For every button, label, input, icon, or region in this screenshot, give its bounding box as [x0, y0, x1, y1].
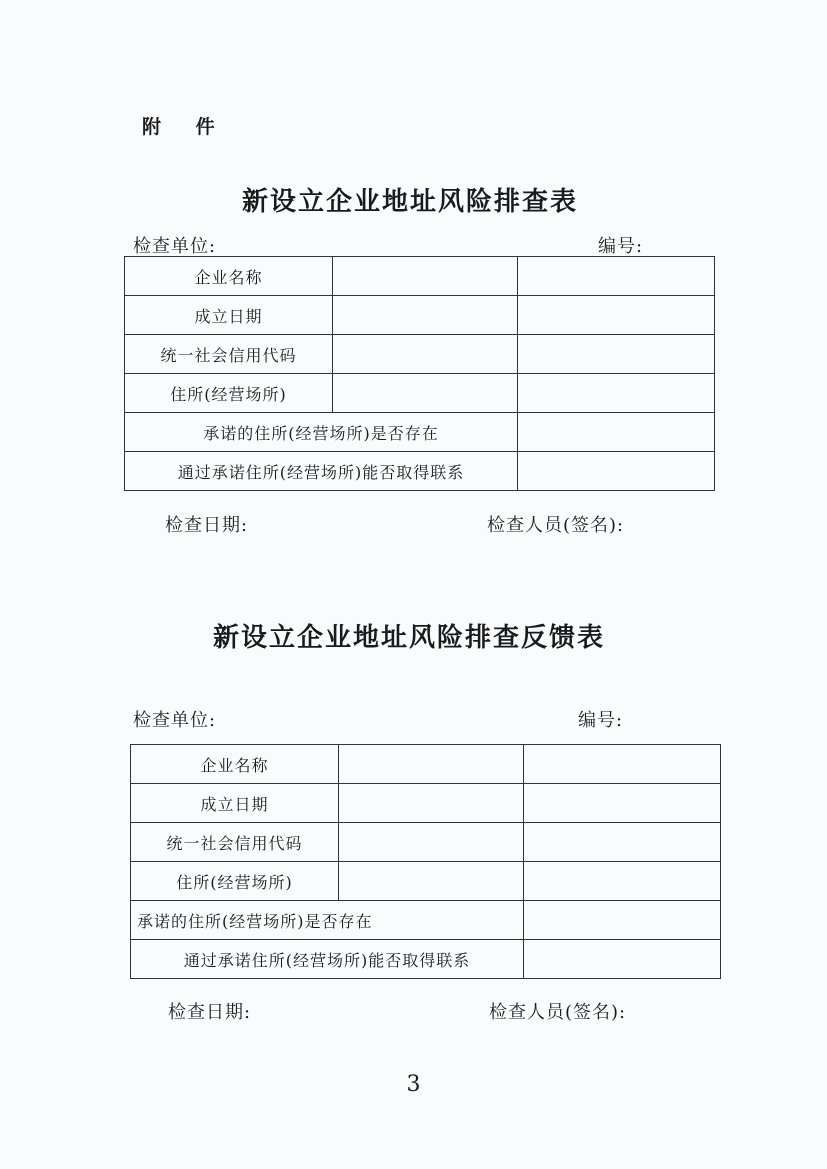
form1-credit-code-label: 统一社会信用代码: [125, 335, 333, 374]
form2-address-exists-cell[interactable]: [524, 901, 721, 940]
form2-title: 新设立企业地址风险排查反馈表: [213, 623, 606, 653]
form2-company-name-extra-cell[interactable]: [524, 745, 721, 784]
form1-title: 新设立企业地址风险排查表: [242, 187, 579, 217]
form2-number-label: 编号:: [578, 710, 624, 731]
form1-address-cell[interactable]: [333, 374, 518, 413]
form2-address-extra-cell[interactable]: [524, 862, 721, 901]
form1-contactable-label: 通过承诺住所(经营场所)能否取得联系: [125, 452, 518, 491]
form1-address-extra-cell[interactable]: [518, 374, 715, 413]
form2-credit-code-label: 统一社会信用代码: [131, 823, 339, 862]
form1-company-name-cell[interactable]: [333, 257, 518, 296]
form2-company-name-cell[interactable]: [339, 745, 524, 784]
table-row: [125, 257, 715, 296]
form2-inspection-unit-label: 检查单位:: [133, 710, 217, 731]
form1-credit-code-cell[interactable]: [333, 335, 518, 374]
form1-table: [124, 256, 715, 491]
form1-number-label: 编号:: [598, 236, 644, 257]
form1-address-exists-label: 承诺的住所(经营场所)是否存在: [125, 413, 518, 452]
page-number: 3: [406, 1072, 421, 1097]
table-row: [125, 413, 715, 452]
form2-address-exists-label: 承诺的住所(经营场所)是否存在: [131, 901, 524, 940]
form1-company-name-label: 企业名称: [125, 257, 333, 296]
form1-establish-date-label: 成立日期: [125, 296, 333, 335]
form2-address-label: 住所(经营场所): [131, 862, 339, 901]
form2-contactable-cell[interactable]: [524, 940, 721, 979]
form1-inspector-label: 检查人员(签名):: [487, 515, 625, 536]
table-row: [131, 784, 721, 823]
table-row: [125, 296, 715, 335]
form2-inspector-label: 检查人员(签名):: [489, 1002, 627, 1023]
form1-inspection-date-label: 检查日期:: [165, 515, 249, 536]
table-row: [125, 452, 715, 491]
table-row: [125, 335, 715, 374]
form1-establish-date-cell[interactable]: [333, 296, 518, 335]
form2-inspection-date-label: 检查日期:: [168, 1002, 252, 1023]
form2-establish-date-label: 成立日期: [131, 784, 339, 823]
form2-table: [130, 744, 721, 979]
form1-company-name-extra-cell[interactable]: [518, 257, 715, 296]
form2-address-cell[interactable]: [339, 862, 524, 901]
form1-inspection-unit-label: 检查单位:: [133, 236, 217, 257]
form2-establish-date-extra-cell[interactable]: [524, 784, 721, 823]
form1-establish-date-extra-cell[interactable]: [518, 296, 715, 335]
form1-credit-code-extra-cell[interactable]: [518, 335, 715, 374]
attachment-label: 附 件: [142, 116, 229, 138]
table-row: [131, 901, 721, 940]
form1-address-exists-cell[interactable]: [518, 413, 715, 452]
form2-company-name-label: 企业名称: [131, 745, 339, 784]
table-row: [131, 823, 721, 862]
form2-credit-code-cell[interactable]: [339, 823, 524, 862]
table-row: [131, 940, 721, 979]
form2-contactable-label: 通过承诺住所(经营场所)能否取得联系: [131, 940, 524, 979]
form1-address-label: 住所(经营场所): [125, 374, 333, 413]
table-row: [131, 745, 721, 784]
table-row: [125, 374, 715, 413]
form2-credit-code-extra-cell[interactable]: [524, 823, 721, 862]
form2-establish-date-cell[interactable]: [339, 784, 524, 823]
form1-contactable-cell[interactable]: [518, 452, 715, 491]
table-row: [131, 862, 721, 901]
